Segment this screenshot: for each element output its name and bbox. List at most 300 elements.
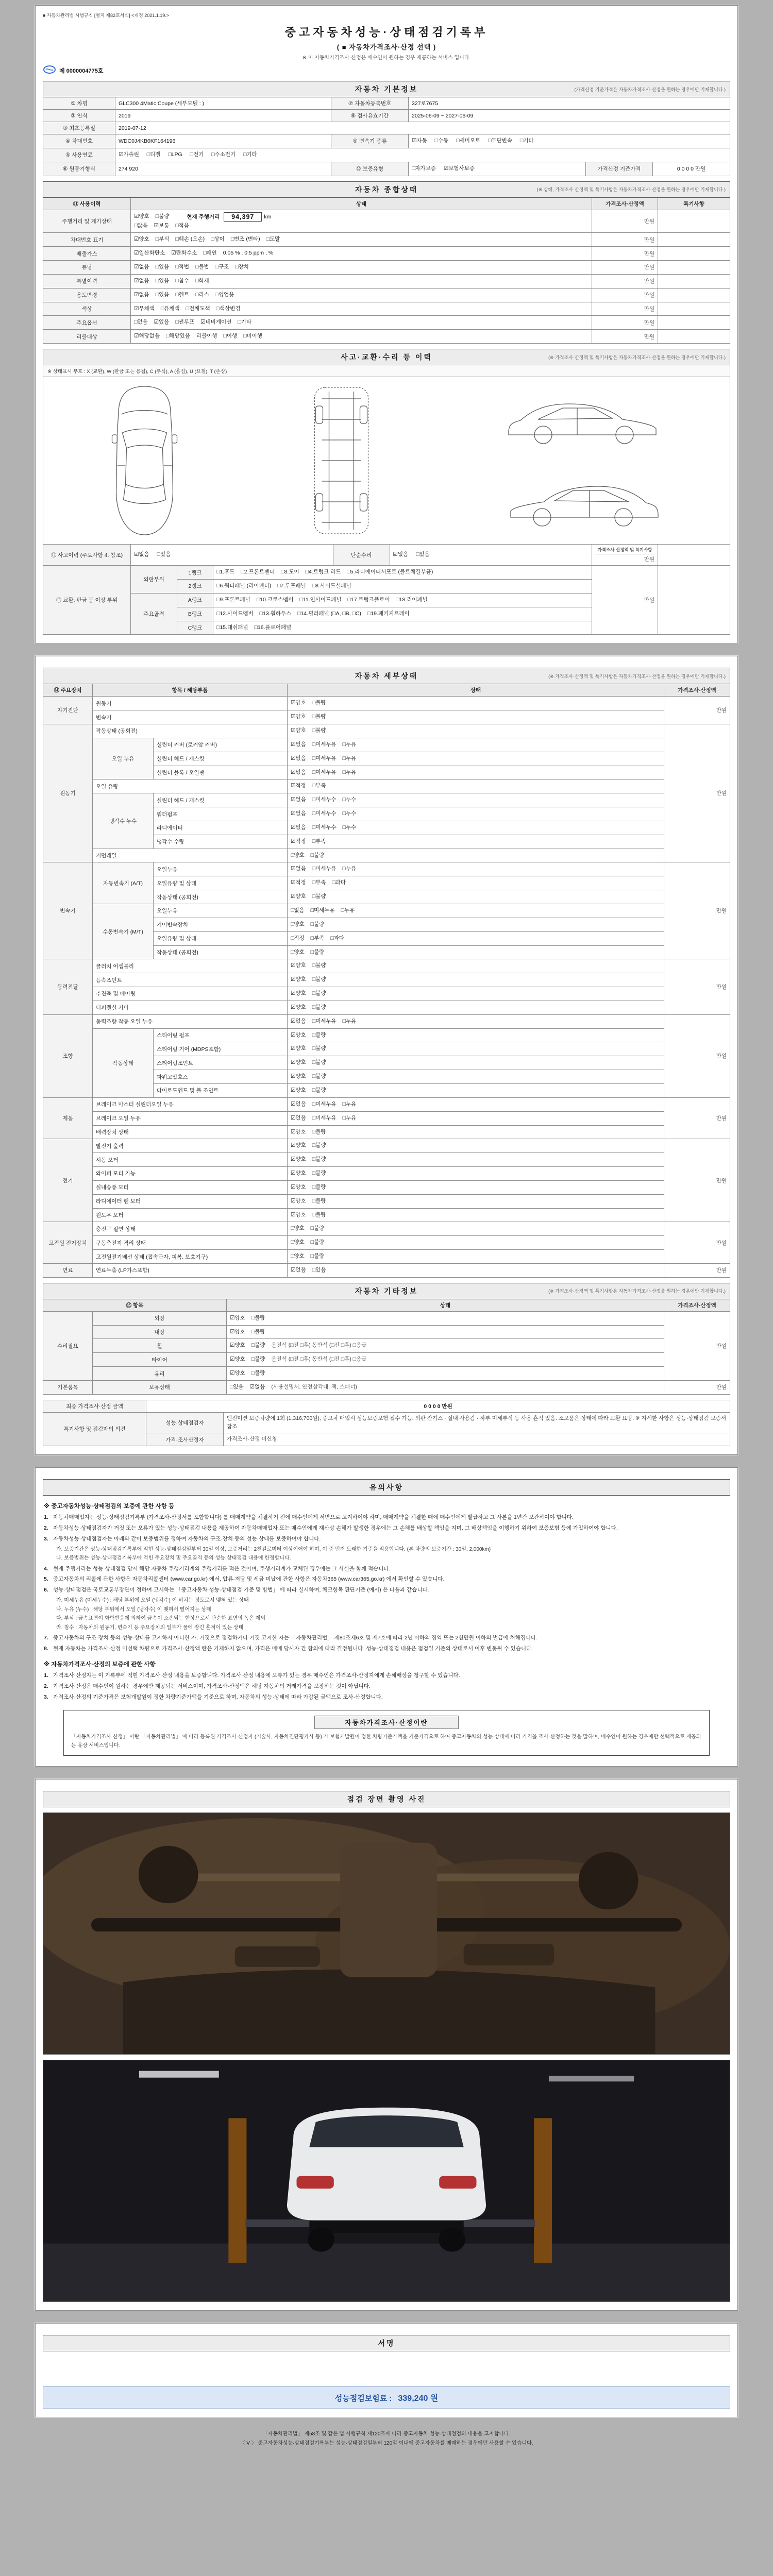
- checkbox-option[interactable]: □누유: [342, 1100, 357, 1107]
- checkbox-option[interactable]: □누유: [342, 755, 357, 761]
- checkbox-option[interactable]: □해당있음: [166, 333, 190, 340]
- checkbox-option[interactable]: □17.트렁크플로어: [347, 596, 390, 603]
- state-cell: [288, 904, 664, 918]
- checkbox-option[interactable]: □리스: [195, 291, 209, 298]
- checkbox-option[interactable]: □불량: [312, 700, 326, 706]
- checkbox-option[interactable]: □불량: [312, 962, 326, 969]
- checkbox-option[interactable]: □미세누수: [312, 824, 337, 831]
- item-label: 충전구 절연 상태: [93, 1222, 288, 1236]
- subgroup-label: 작동상태: [93, 1028, 154, 1097]
- checkbox-option[interactable]: ☑없음: [291, 755, 306, 761]
- checkbox-option[interactable]: □13.휠하우스: [259, 610, 292, 617]
- checkbox-option[interactable]: □불량: [251, 1370, 265, 1377]
- price-cell: 만원: [664, 959, 730, 1014]
- checkbox-option[interactable]: ☑양호: [291, 1128, 306, 1135]
- checkbox-option[interactable]: □매연: [203, 250, 217, 257]
- panel-rank-label: C랭크: [177, 621, 213, 635]
- checkbox-option[interactable]: ☑일산화탄소: [134, 250, 165, 257]
- checkbox-option[interactable]: □1.후드: [216, 569, 235, 575]
- table-row: [43, 162, 730, 176]
- checkbox-option[interactable]: □기타: [243, 151, 257, 158]
- checkbox-option[interactable]: □자가보증: [412, 165, 436, 172]
- comprehensive-row: [43, 302, 730, 316]
- item-label: 오일누유: [154, 862, 288, 876]
- checkbox-option[interactable]: □불량: [310, 852, 325, 858]
- checkbox-option[interactable]: □6.쿼터패널 (리어펜더): [216, 582, 272, 589]
- checkbox-option[interactable]: □불량: [312, 990, 326, 997]
- checkbox-option[interactable]: □많음: [134, 222, 148, 229]
- checkbox-option[interactable]: □적음: [175, 222, 189, 229]
- checkbox-option[interactable]: □누유: [342, 741, 357, 748]
- detail-row: [43, 904, 730, 918]
- checkbox-option[interactable]: □부족: [312, 879, 326, 886]
- checkbox-option[interactable]: □미세누수: [312, 810, 337, 817]
- checkbox-option[interactable]: □불량: [312, 1031, 326, 1038]
- checkbox-option[interactable]: □14.필러패널 (□A, □B, □C): [297, 610, 361, 617]
- price-cell: 만원: [664, 1311, 730, 1380]
- column-header: 상태: [131, 197, 592, 210]
- state-cell: [288, 876, 664, 890]
- checkbox-option[interactable]: □부식: [155, 236, 170, 243]
- checkbox-option[interactable]: □불량: [310, 921, 325, 927]
- item-label: 고전원전기배선 상태 (접속단자, 피복, 보호기구): [93, 1250, 288, 1264]
- checkbox-option[interactable]: ☑적정: [291, 838, 306, 844]
- item-label: 연료누출 (LP가스포함): [93, 1263, 288, 1277]
- checkbox-option[interactable]: □2.프론트펜더: [241, 569, 275, 575]
- item-label: 와이퍼 모터 기능: [93, 1167, 288, 1181]
- checkbox-option[interactable]: □누유: [341, 907, 355, 913]
- state-cell: [227, 1311, 664, 1325]
- device-label: 전기: [43, 1139, 93, 1222]
- checkbox-option[interactable]: □영업용: [215, 291, 234, 298]
- detail-row: [43, 987, 730, 1001]
- detail-row: [43, 710, 730, 724]
- notice-text: 가격조사·산정자는 이 기록부에 적힌 가격조사·산정 내용을 보증합니다. 가격조사·산정 내용에 오류가 있는 경우 매수인은 가격조사·산정자에게 손해배상을 청구할 수 있습니다.: [53, 1672, 460, 1679]
- checkbox-option[interactable]: ☑없음: [134, 551, 149, 558]
- checkbox-option[interactable]: ☑양호: [291, 727, 306, 734]
- checkbox-option[interactable]: ☑있음: [154, 319, 170, 326]
- checkbox-option[interactable]: □불량: [312, 893, 326, 900]
- checkbox-option[interactable]: □불량: [312, 1211, 326, 1218]
- section-accident-header: [43, 349, 730, 365]
- checkbox-option[interactable]: ☑양호: [230, 1370, 245, 1377]
- checkbox-option[interactable]: ☑없음: [291, 1100, 306, 1107]
- checkbox-option[interactable]: □불량: [312, 1183, 326, 1190]
- detail-row: [43, 1139, 730, 1153]
- car-top-view-diagram: [97, 383, 192, 538]
- checkbox-option[interactable]: □전기: [190, 151, 204, 158]
- state-line: [134, 263, 589, 272]
- checkbox-option[interactable]: □구조: [215, 264, 229, 270]
- checkbox-option[interactable]: □변조 (변타): [230, 236, 260, 243]
- subgroup-label: 자동변속기 (A/T): [93, 862, 154, 904]
- item-label: 클러치 어셈블리: [93, 959, 288, 973]
- checkbox-option[interactable]: ☑양호: [291, 1170, 306, 1177]
- checkbox-option[interactable]: ☑양호: [291, 1073, 306, 1080]
- inspection-photo-underbody: [43, 1812, 730, 2055]
- checkbox-option[interactable]: □적정: [291, 935, 305, 941]
- state-cell: [288, 835, 664, 849]
- table-row: [43, 1433, 730, 1446]
- notice-number: 3.: [44, 1693, 48, 1700]
- checkbox-option[interactable]: □양호: [291, 852, 305, 858]
- detail-row: [43, 849, 730, 862]
- notice-section-2-title: ※ 자동차가격조사·산정의 보증에 관한 사항: [44, 1661, 156, 1668]
- device-label: 고전원 전기장치: [43, 1222, 93, 1264]
- checkbox-option[interactable]: ☑양호: [291, 1142, 306, 1149]
- checkbox-option[interactable]: □미세누유: [312, 866, 337, 872]
- checkbox-option[interactable]: □과다: [330, 935, 344, 941]
- checkbox-option[interactable]: ☑양호: [291, 1004, 306, 1010]
- checkbox-option[interactable]: □불량: [312, 1156, 326, 1163]
- checkbox-option[interactable]: ☑양호: [291, 1156, 306, 1163]
- checkbox-option[interactable]: □5.라디에이터서포트 (볼트체결부품): [347, 569, 433, 575]
- checkbox-option[interactable]: □10.크로스멤버: [256, 596, 294, 603]
- checkbox-option[interactable]: □화재: [195, 277, 209, 284]
- state-line: [134, 304, 589, 314]
- notice-subitem: 가. 미세누유 (미세누수) : 해당 부위에 오일 (냉각수) 이 비치는 정도로서 맺혀 있는 상태: [56, 1598, 249, 1604]
- item-label: 내장: [93, 1325, 227, 1339]
- checkbox-option[interactable]: ☑양호: [230, 1328, 245, 1335]
- checkbox-option[interactable]: □4.트렁크 리드: [305, 569, 341, 575]
- checkbox-option[interactable]: □무단변속: [488, 138, 512, 144]
- panel-items: [213, 566, 592, 580]
- checkbox-option[interactable]: ☑가솔린: [119, 151, 139, 158]
- state-cell: [288, 945, 664, 959]
- checkbox-option[interactable]: ☑양호: [291, 1087, 306, 1093]
- section-title: 자동차 기본정보: [355, 85, 418, 93]
- row-state: [131, 288, 592, 302]
- checkbox-option[interactable]: ☑자동: [412, 138, 427, 144]
- checkbox-option[interactable]: ☑양호: [291, 1211, 306, 1218]
- checkbox-option[interactable]: □불량: [310, 1239, 325, 1246]
- checkbox-option[interactable]: ☑양호: [134, 236, 149, 243]
- price-cell: 만원: [592, 261, 658, 275]
- checkbox-option[interactable]: ☑없음: [291, 866, 306, 872]
- checkbox-option[interactable]: □있음: [416, 551, 430, 558]
- panel-category-label: 주요골격: [131, 593, 177, 635]
- device-label: 자기진단: [43, 697, 93, 724]
- remark-cell: [658, 566, 730, 635]
- price-definition-title: 자동차가격조사·산정이란: [314, 1716, 459, 1729]
- checkbox-option[interactable]: ☑없음: [249, 1384, 265, 1390]
- price-cell: 만원: [592, 302, 658, 316]
- checkbox-option[interactable]: □양호: [291, 948, 305, 955]
- checkbox-option[interactable]: □부족: [312, 838, 326, 844]
- checkbox-option[interactable]: □16.플로어패널: [254, 624, 292, 631]
- table-row: [43, 134, 730, 148]
- checkbox-option[interactable]: ☑없음: [291, 769, 306, 775]
- checkbox-option[interactable]: ☑없음: [291, 796, 306, 803]
- checkbox-option[interactable]: □양호: [291, 921, 305, 927]
- checkbox-option[interactable]: □적법: [175, 264, 189, 270]
- etc-group-label: 수리필요: [43, 1311, 93, 1380]
- checkbox-option[interactable]: □불량: [251, 1342, 265, 1349]
- checkbox-option[interactable]: □양호: [291, 1225, 305, 1232]
- state-line: [134, 291, 589, 300]
- checkbox-option[interactable]: □7.루프패널: [277, 582, 306, 589]
- checkbox-option[interactable]: □불량: [312, 1045, 326, 1052]
- checkbox-option[interactable]: ☑무채색: [134, 305, 155, 312]
- checkbox-option[interactable]: □수소전기: [211, 151, 236, 158]
- checkbox-option[interactable]: □불량: [312, 1142, 326, 1149]
- item-label: 워터펌프: [154, 807, 288, 821]
- checkbox-option[interactable]: ☑없음: [291, 1266, 306, 1273]
- checkbox-option[interactable]: □렌트: [175, 291, 189, 298]
- checkbox-option[interactable]: ☑양호: [291, 1183, 306, 1190]
- checkbox-option[interactable]: □색상변경: [216, 305, 241, 312]
- checkbox-option[interactable]: ☑양호: [291, 1197, 306, 1204]
- inspection-period-value: 2025-06-09 ~ 2027-06-09: [409, 110, 730, 122]
- checkbox-option[interactable]: □누수: [342, 824, 357, 831]
- checkbox-option[interactable]: □미세누유: [312, 741, 337, 748]
- checkbox-option[interactable]: □부족: [312, 783, 326, 789]
- checkbox-option[interactable]: □미이행: [243, 333, 262, 340]
- accident-history-table: [43, 544, 730, 566]
- section-title: 유의사항: [369, 1483, 404, 1492]
- checkbox-option[interactable]: ☑없음: [291, 824, 306, 831]
- vin-value: WDC0J4KB0KF164196: [115, 134, 331, 148]
- checkbox-option[interactable]: ☑보험사보증: [443, 165, 475, 172]
- checkbox-option[interactable]: □LPG: [168, 151, 182, 158]
- checkbox-option[interactable]: □있음: [155, 291, 170, 298]
- checkbox-option[interactable]: ☑양호: [230, 1314, 245, 1321]
- checkbox-option[interactable]: ☑적정: [291, 879, 306, 886]
- checkbox-option[interactable]: □부족: [310, 935, 325, 941]
- checkbox-option[interactable]: ☑양호: [291, 962, 306, 969]
- checkbox-option[interactable]: □미세누유: [312, 1018, 337, 1024]
- checkbox-option[interactable]: ☑네비게이션: [200, 319, 232, 326]
- checkbox-option[interactable]: □12.사이드멤버: [216, 610, 254, 617]
- remark-cell: [658, 210, 730, 233]
- state-cell: [288, 738, 664, 752]
- state-cell: [227, 1325, 664, 1339]
- checkbox-option[interactable]: □기타: [238, 319, 251, 326]
- checkbox-option[interactable]: □18.리어패널: [396, 596, 428, 603]
- column-header: 상태: [227, 1299, 664, 1311]
- inspector-label: 성능·상태점검자: [146, 1412, 224, 1433]
- checkbox-option[interactable]: □전체도색: [186, 305, 210, 312]
- checkbox-option[interactable]: ☑없음: [291, 810, 306, 817]
- checkbox-option[interactable]: □디젤: [146, 151, 161, 158]
- panel-damage-table: [43, 565, 730, 635]
- checkbox-option[interactable]: □있음: [155, 277, 170, 284]
- checkbox-option[interactable]: □썬루프: [175, 319, 195, 326]
- checkbox-option[interactable]: ☑탄화수소: [171, 250, 197, 257]
- checkbox-option[interactable]: □불량: [310, 948, 325, 955]
- section-notices-header: [43, 1479, 730, 1496]
- checkbox-option[interactable]: ☑양호: [291, 1045, 306, 1052]
- checkbox-option[interactable]: □침수: [175, 277, 189, 284]
- checkbox-option[interactable]: □누유: [342, 769, 357, 775]
- document-header: [43, 22, 730, 62]
- table-header-row: [43, 197, 730, 210]
- checkbox-option[interactable]: □상이: [211, 236, 225, 243]
- checkbox-option[interactable]: □불량: [312, 1073, 326, 1080]
- checkbox-option[interactable]: □누유: [342, 1018, 357, 1024]
- checkbox-option[interactable]: ☑양호: [291, 1031, 306, 1038]
- checkbox-option[interactable]: ☑해당없음: [134, 333, 160, 340]
- document-number-row: [43, 65, 730, 76]
- checkbox-option[interactable]: ☑없음: [134, 264, 149, 270]
- checkbox-option[interactable]: □불량: [312, 727, 326, 734]
- checkbox-option[interactable]: □과다: [332, 879, 346, 886]
- row-label: 용도변경: [43, 288, 131, 302]
- sheet-1: [35, 5, 738, 643]
- checkbox-option[interactable]: □19.패키지트레이: [367, 610, 410, 617]
- row-label: 주요옵션: [43, 316, 131, 330]
- checkbox-option[interactable]: □불량: [312, 1170, 326, 1177]
- checkbox-option[interactable]: □불량: [251, 1356, 265, 1363]
- row-label: 리콜대상: [43, 330, 131, 344]
- price-cell: 만원: [592, 566, 658, 635]
- state-cell: [288, 1263, 664, 1277]
- notice-number: 3.: [44, 1535, 48, 1542]
- state-cell: [288, 890, 664, 904]
- panel-rank-label: 1랭크: [177, 566, 213, 580]
- checkbox-option[interactable]: □불량: [312, 1197, 326, 1204]
- checkbox-option[interactable]: □11.인사이드패널: [299, 596, 342, 603]
- checkbox-option[interactable]: □장치: [235, 264, 249, 270]
- panel-row: [43, 566, 730, 580]
- item-label: 브레이크 마스터 실린더오일 누유: [93, 1097, 288, 1111]
- notice-item: [44, 1634, 729, 1643]
- checkbox-option[interactable]: □이행: [223, 333, 238, 340]
- checkbox-option[interactable]: ☑양호: [291, 893, 306, 900]
- checkbox-option[interactable]: □3.도어: [281, 569, 299, 575]
- device-label: 연료: [43, 1263, 93, 1277]
- checkbox-option[interactable]: □불량: [312, 976, 326, 983]
- checkbox-option[interactable]: ☑양호: [291, 700, 306, 706]
- checkbox-option[interactable]: □불량: [312, 714, 326, 720]
- checkbox-option[interactable]: □불량: [312, 1059, 326, 1066]
- checkbox-option[interactable]: □불량: [312, 1128, 326, 1135]
- checkbox-option[interactable]: □없음: [291, 907, 305, 913]
- detail-row: [43, 1263, 730, 1277]
- car-side-views-diagram: [491, 383, 676, 538]
- checkbox-option[interactable]: ☑양호: [291, 990, 306, 997]
- checkbox-option[interactable]: □있음: [312, 1266, 326, 1273]
- state-cell: [288, 959, 664, 973]
- section-title: 자동차 기타정보: [355, 1286, 418, 1295]
- item-label: 추진축 및 베어링: [93, 987, 288, 1001]
- checkbox-option[interactable]: □9.프론트패널: [216, 596, 250, 603]
- checkbox-option[interactable]: ☑양호: [134, 213, 149, 219]
- section-photos-header: [43, 1791, 730, 1807]
- checkbox-option[interactable]: □양호: [291, 1239, 305, 1246]
- simple-repair-label: 단순수리: [333, 545, 390, 566]
- table-header-row: [43, 684, 730, 697]
- checkbox-option[interactable]: □양호: [291, 1253, 305, 1260]
- checkbox-option[interactable]: □불량: [310, 1253, 325, 1260]
- checkbox-option[interactable]: ☑양호: [230, 1342, 245, 1349]
- checkbox-option[interactable]: □미세누유: [312, 769, 337, 775]
- checkbox-option[interactable]: □세미오토: [456, 138, 481, 144]
- checkbox-option[interactable]: □누유: [342, 1114, 357, 1121]
- item-label: 오일누유: [154, 904, 288, 918]
- checkbox-option[interactable]: ☑없음: [134, 291, 149, 298]
- detail-row: [43, 738, 730, 752]
- price-cell: 만원: [664, 724, 730, 862]
- state-cell: [288, 1083, 664, 1097]
- checkbox-option[interactable]: ☑없음: [291, 1114, 306, 1121]
- price-cell: 만원: [592, 210, 658, 233]
- checkbox-option[interactable]: □미세누수: [312, 796, 337, 803]
- notice-number: 7.: [44, 1635, 48, 1641]
- checkbox-option[interactable]: □있음: [157, 551, 171, 558]
- checkbox-option[interactable]: □미세누유: [312, 1114, 337, 1121]
- engine-type-label: ⑥ 원동기형식: [43, 162, 115, 176]
- checkbox-option[interactable]: □미세누유: [310, 907, 335, 913]
- checkbox-option[interactable]: □훼손 (오손): [175, 236, 205, 243]
- checkbox-option[interactable]: ☑보통: [154, 222, 170, 229]
- checkbox-option[interactable]: □기타: [519, 138, 534, 144]
- notice-item: [44, 1524, 729, 1533]
- state-cell: [288, 1028, 664, 1042]
- checkbox-option[interactable]: □불량: [310, 1225, 325, 1232]
- checkbox-option[interactable]: □15.대쉬패널: [216, 624, 248, 631]
- item-label: 라디에이터: [154, 821, 288, 835]
- table-row: [43, 1400, 730, 1412]
- item-label: 윈도우 모터: [93, 1208, 288, 1222]
- checkbox-option[interactable]: □불법: [195, 264, 209, 270]
- checkbox-option[interactable]: □불량: [251, 1314, 265, 1321]
- checkbox-option[interactable]: ☑없음: [291, 1018, 306, 1024]
- row-label: 차대번호 표기: [43, 233, 131, 247]
- checkbox-option[interactable]: □미세누유: [312, 755, 337, 761]
- checkbox-option[interactable]: □누수: [342, 810, 357, 817]
- detail-row: [43, 1250, 730, 1264]
- notice-section-1-title: ※ 중고자동차성능·상태점검의 보증에 관한 사항 등: [44, 1503, 175, 1510]
- warranty-type-label: ⑩ 보증유형: [331, 162, 409, 176]
- checkbox-option[interactable]: ☑없음: [134, 277, 149, 284]
- checkbox-option[interactable]: □불량: [312, 1004, 326, 1010]
- checkbox-option[interactable]: □불량: [155, 213, 170, 219]
- detail-row: [43, 1014, 730, 1028]
- checkbox-option[interactable]: ☑없음: [291, 741, 306, 748]
- checkbox-option[interactable]: □없음: [134, 319, 148, 326]
- notice-item: [44, 1513, 729, 1522]
- checkbox-option[interactable]: □유채색: [160, 305, 180, 312]
- checkbox-option[interactable]: ☑양호: [291, 714, 306, 720]
- checkbox-option[interactable]: □8.사이드실패널: [312, 582, 351, 589]
- checkbox-option[interactable]: ☑양호: [291, 976, 306, 983]
- checkbox-option[interactable]: ☑양호: [291, 1059, 306, 1066]
- checkbox-option[interactable]: ☑양호: [230, 1356, 245, 1363]
- item-label: 파워고압호스: [154, 1070, 288, 1084]
- checkbox-option[interactable]: □불량: [251, 1328, 265, 1335]
- seal-stamp-icon: [43, 65, 56, 76]
- state-cell: [288, 807, 664, 821]
- checkbox-option[interactable]: □누유: [342, 866, 357, 872]
- checkbox-option[interactable]: □불량: [312, 1087, 326, 1093]
- state-cell: [288, 1042, 664, 1056]
- checkbox-option[interactable]: ☑없음: [393, 551, 409, 558]
- detail-row: [43, 1208, 730, 1222]
- price-definition-text: 「자동차가격조사·산정」 이란 「자동차관리법」 에 따라 등록된 가격조사·산정자 (기술사, 자동차진단평가사 등) 가 보험개발원이 정한 차량기준가액을 기준가격으로 하여 중고자동차의 성능·상태에 따라 가격을 조사·산정하는 것을 말하며, 매수인이 원하는 경우에만 선택적으로 제공되는 유상 서비스입니다.: [71, 1734, 701, 1749]
- checkbox-option[interactable]: □도말: [266, 236, 280, 243]
- checkbox-option[interactable]: □있음: [230, 1384, 244, 1390]
- checkbox-option[interactable]: ☑적정: [291, 783, 306, 789]
- checkbox-option[interactable]: □미세누유: [312, 1100, 337, 1107]
- checkbox-option[interactable]: □누수: [342, 796, 357, 803]
- checkbox-option[interactable]: □수동: [434, 138, 449, 144]
- inspector-remark: 엔진미션 보증차량에 1회 (1,316,700원), 중고차 매입시 성능보증보험 접수 가능. 외판 잔기스 · 실내 사용감 · 하부 미세부식 등 사용 흔적 있음. 소모품은 상태에 따라 교환 요망. ※ 자세한 사항은 성능·상태점검 보증서 참조: [224, 1412, 730, 1433]
- column-header: ⑭ 주요장치: [43, 684, 93, 697]
- checkbox-option[interactable]: □있음: [155, 264, 170, 270]
- item-label: 실린더 헤드 / 개스킷: [154, 793, 288, 807]
- item-label: 유리: [93, 1367, 227, 1381]
